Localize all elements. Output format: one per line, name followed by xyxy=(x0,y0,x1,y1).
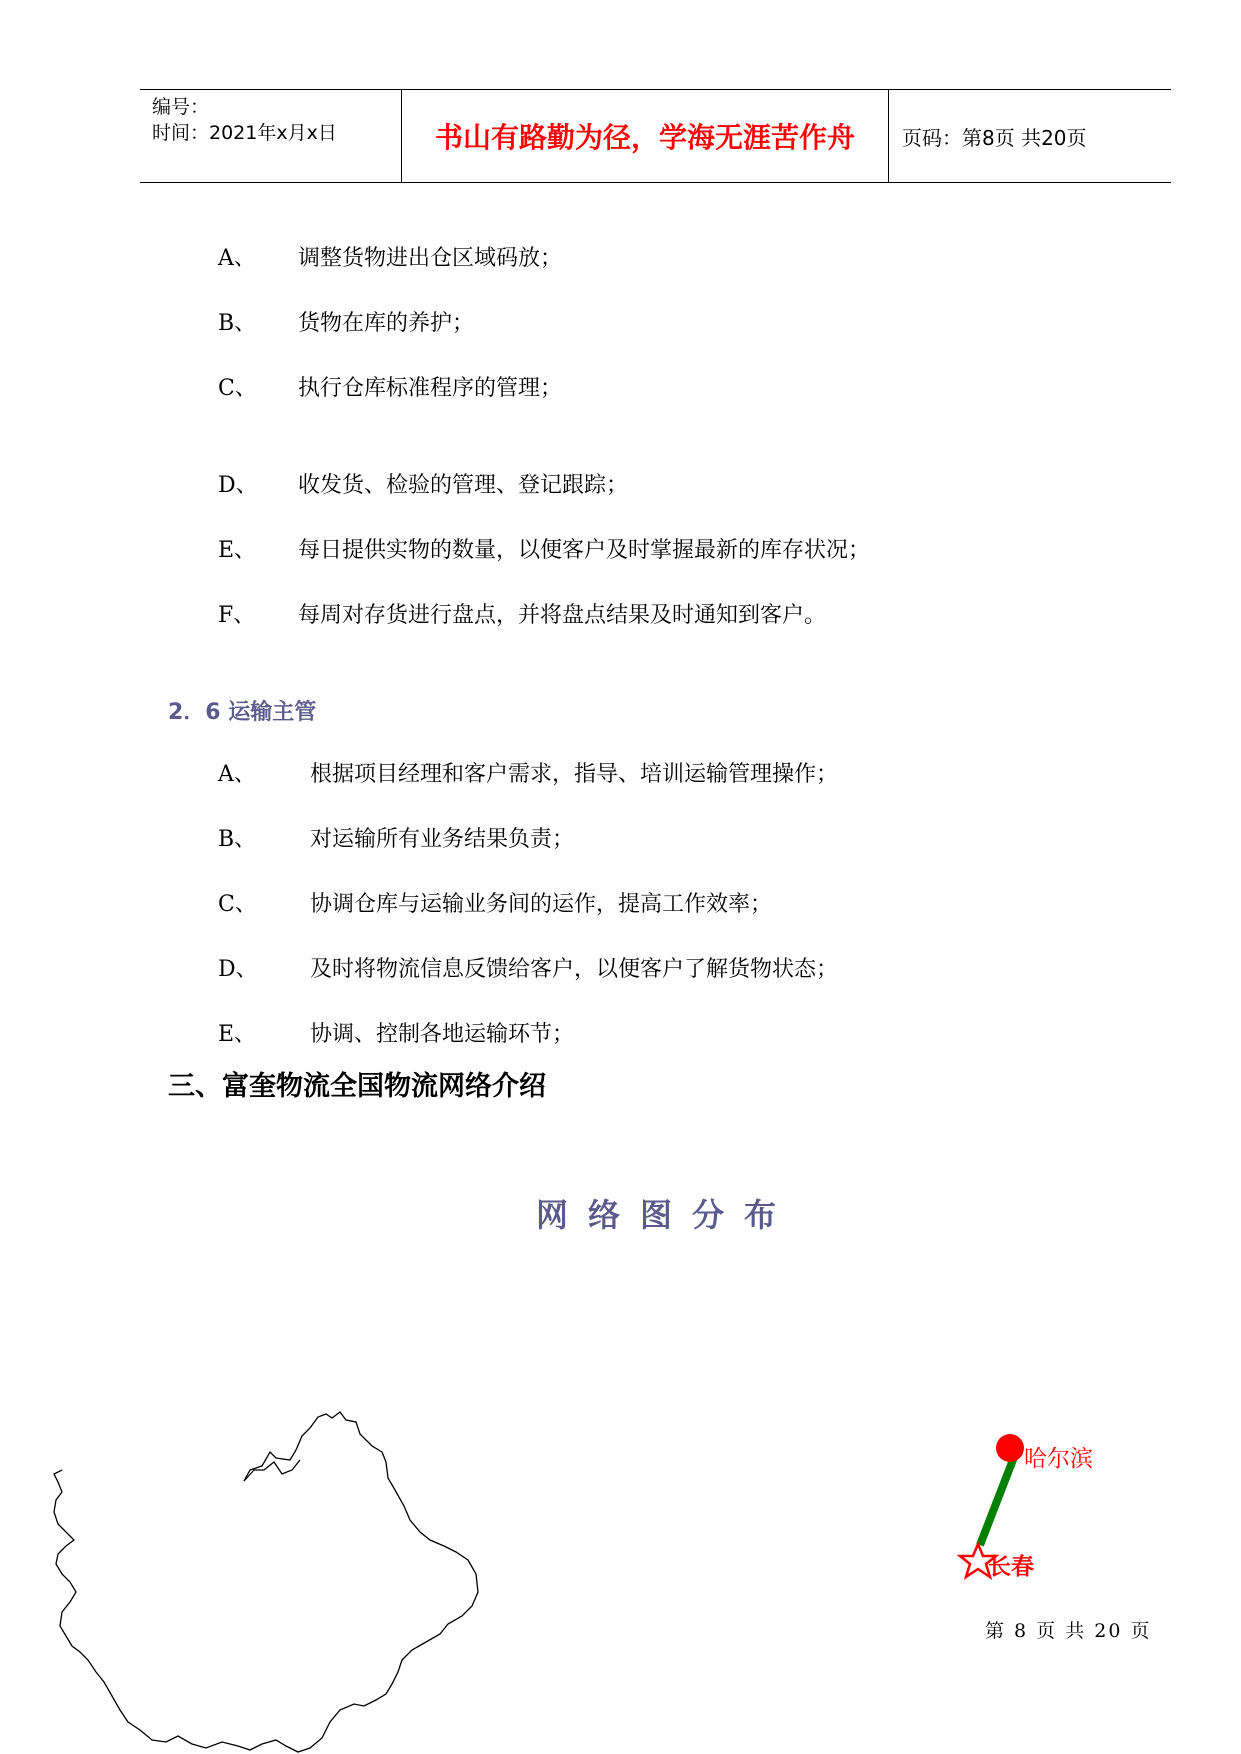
item-label: E、 xyxy=(218,1022,257,1047)
page-header xyxy=(140,89,1171,183)
item-text: 货物在库的养护； xyxy=(298,311,475,336)
page-footer: 第 8 页 共 20 页 xyxy=(985,1620,1152,1642)
item-text: 及时将物流信息反馈给客户，以便客户了解货物状态； xyxy=(310,957,839,982)
item-text: 对运输所有业务结果负责； xyxy=(310,827,575,852)
network-map xyxy=(0,1380,1241,1754)
route-line xyxy=(980,1452,1016,1545)
item-text: 协调、控制各地运输环节； xyxy=(310,1022,575,1047)
item-text: 收发货、检验的管理、登记跟踪； xyxy=(298,473,629,498)
item-text: 调整货物进出仓区域码放； xyxy=(298,246,563,271)
item-label: A、 xyxy=(218,762,256,787)
item-label: C、 xyxy=(218,376,257,401)
item-text: 每周对存货进行盘点，并将盘点结果及时通知到客户。 xyxy=(298,603,827,628)
item-label: D、 xyxy=(218,473,258,498)
item-label: D、 xyxy=(218,957,258,982)
item-label: E、 xyxy=(218,538,257,563)
section-heading: 三、富奎物流全国物流网络介绍 xyxy=(168,1071,546,1102)
header-page-info: 页码：第8页 共20页 xyxy=(902,125,1087,150)
item-text: 执行仓库标准程序的管理； xyxy=(298,376,563,401)
item-text: 每日提供实物的数量，以便客户及时掌握最新的库存状况； xyxy=(298,538,871,563)
item-label: F、 xyxy=(218,603,256,628)
header-meta xyxy=(140,90,402,182)
item-label: C、 xyxy=(218,892,257,917)
item-text: 协调仓库与运输业务间的运作，提高工作效率； xyxy=(310,892,773,917)
item-text: 根据项目经理和客户需求，指导、培训运输管理操作； xyxy=(310,762,839,787)
item-label: A、 xyxy=(218,246,256,271)
city-label-changchun: 长春 xyxy=(988,1554,1034,1580)
network-title: 网络图分布 xyxy=(536,1196,797,1234)
number-label: 编号： xyxy=(152,96,210,118)
item-label: B、 xyxy=(218,311,257,336)
section-heading: 2．6 运输主管 xyxy=(168,700,317,725)
header-motto: 书山有路勤为径，学海无涯苦作舟 xyxy=(402,90,889,182)
region-outline xyxy=(54,1412,478,1752)
time-label: 时间：2021年x月x日 xyxy=(152,122,337,144)
city-label-harbin: 哈尔滨 xyxy=(1024,1446,1093,1472)
harbin-marker-icon xyxy=(996,1434,1024,1462)
item-label: B、 xyxy=(218,827,257,852)
